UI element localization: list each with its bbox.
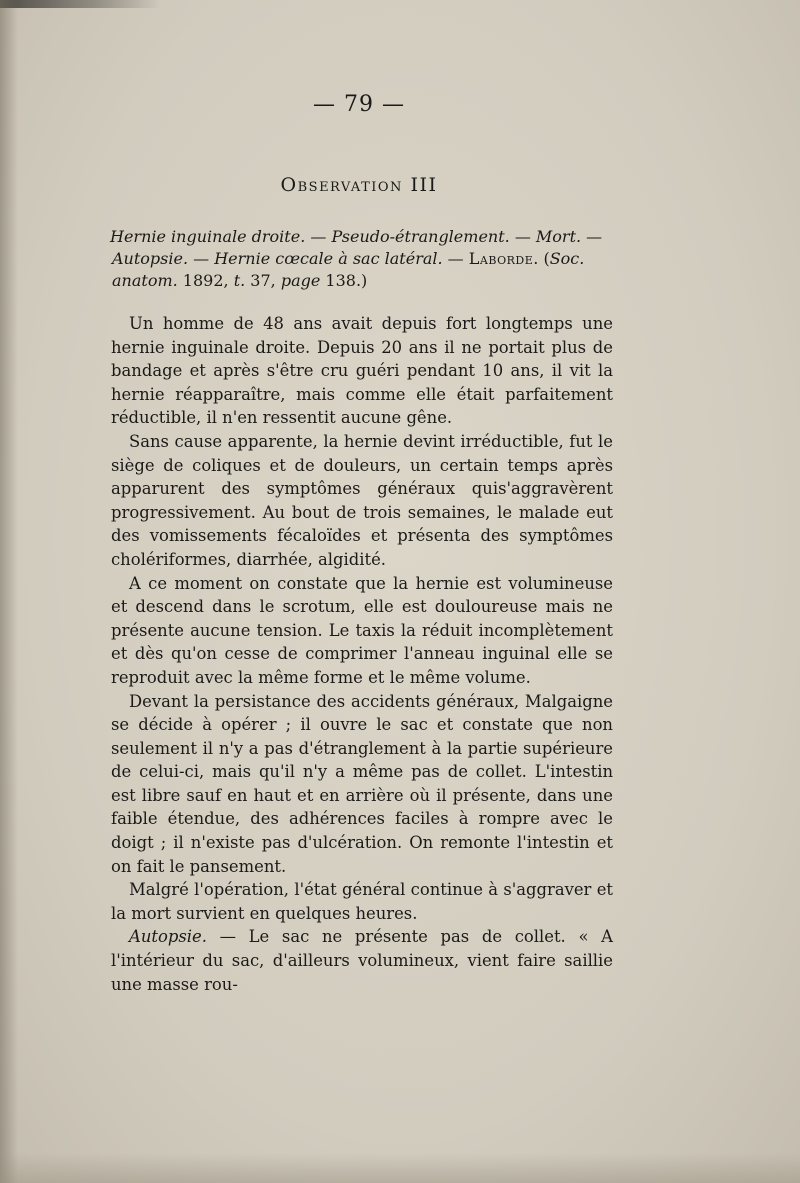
scan-bottom-edge (0, 1153, 800, 1183)
subtitle-tome-number: 37, (245, 271, 281, 290)
paragraph: Un homme de 48 ans avait depuis fort longtemps une hernie inguinale droite. Depuis 20 ans il ne portait plus de bandage et après s'être cru guéri pendant 10 ans, il vit la hernie réapparaître, mais comme elle était parfaitement réductible, il n'en ressentit aucune gêne. (111, 314, 613, 428)
paragraph: A ce moment on constate que la hernie est volumineuse et descend dans le scrotum, elle est douloureuse mais ne présente aucune tension. Le taxis la réduit incomplètement et dès qu'on cesse de comprimer l'anneau inguinal elle se reproduit avec la même forme et le même volume. (111, 573, 613, 687)
subtitle-page-label: page (280, 271, 321, 290)
autopsie-text: — Le sac ne présente pas de collet. « A l'intérieur du sac, d'ailleurs volumineux, vient faire saillie une masse rou- (111, 927, 613, 994)
paragraph: Devant la persistance des accidents généraux, Malgaigne se décide à opérer ; il ouvre le sac et constate que non seulement il n'y a pas d'étranglement à la partie supérieure de celui-ci, mais qu'il n'y a même pas de collet. L'intestin est libre sauf en haut et en arrière où il présente, dans une faible étendue, des adhérences faciles à rompre avec le doigt ; il n'existe pas d'ulcération. On remonte l'intestin et on fait le pansement. (111, 691, 613, 876)
paragraph-autopsie (111, 925, 613, 996)
observation-body (111, 312, 613, 996)
autopsie-label: Autopsie. (129, 927, 207, 947)
paragraph: Malgré l'opération, l'état général continue à s'aggraver et la mort survient en quelques heures. (111, 880, 613, 923)
subtitle-text: Hernie inguinale droite. — Pseudo-étranglement. — Mort. — Autopsie. — Hernie cœcale à sac latéral. — (110, 227, 603, 268)
subtitle-author: Laborde (468, 249, 534, 268)
subtitle-tome: t. (233, 271, 246, 290)
observation-title: Observation III (280, 174, 438, 196)
page-number: — 79 — (313, 92, 405, 117)
subtitle-year: 1892, (177, 271, 234, 290)
subtitle-page-number: 138.) (320, 271, 368, 290)
paragraph: Sans cause apparente, la hernie devint irréductible, fut le siège de coliques et de douleurs, un certain temps après apparurent des symptômes généraux quis'aggravèrent progressivement. Au bout de trois semaines, le malade eut des vomissements fécaloïdes et présenta des symptômes cholériformes, diarrhée, algidité. (111, 431, 613, 569)
scan-corner-shadow (0, 0, 160, 8)
case-subtitle (112, 226, 612, 292)
subtitle-punct: . ( (533, 249, 550, 268)
subtitle-journal: Soc. anatom. (112, 249, 585, 290)
